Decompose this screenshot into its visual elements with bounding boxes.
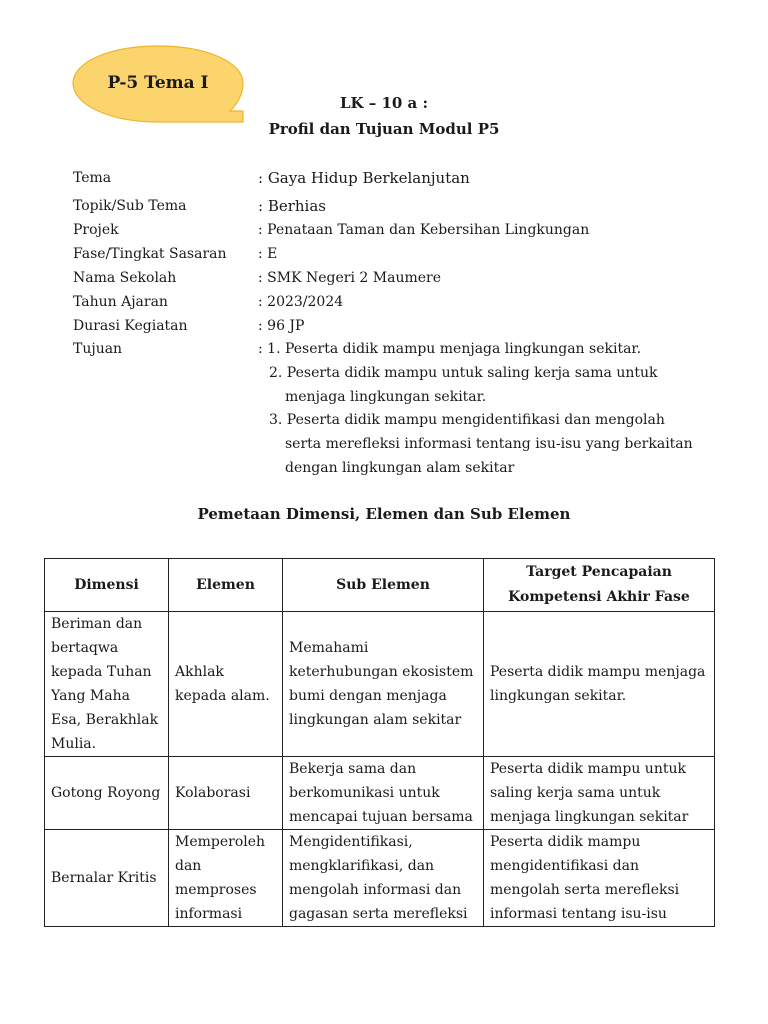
table-header-row (45, 559, 715, 612)
cell-target: Peserta didik mampu untuk saling kerja sama untuk menjaga lingkungan sekitar (484, 757, 715, 830)
goal-2-line-1: 2. Peserta didik mampu untuk saling kerja sama untuk (269, 365, 658, 381)
fase-label: Fase/Tingkat Sasaran (73, 246, 227, 262)
tahun-value: : 2023/2024 (258, 294, 344, 310)
header-dimensi: Dimensi (45, 559, 169, 612)
dimension-mapping-table (44, 558, 715, 927)
goal-3-line-1: 3. Peserta didik mampu mengidentifikasi dan mengolah (269, 412, 665, 428)
worksheet-code: LK – 10 a : (339, 94, 429, 112)
cell-dimensi: Bernalar Kritis (45, 830, 169, 927)
section-title: Pemetaan Dimensi, Elemen dan Sub Elemen (197, 505, 571, 523)
tujuan-label: Tujuan (73, 341, 123, 357)
goal-3-line-2: serta merefleksi informasi tentang isu-isu yang berkaitan (285, 436, 693, 452)
cell-dimensi: Beriman dan bertaqwa kepada Tuhan Yang Maha Esa, Berakhlak Mulia. (45, 612, 169, 757)
theme-badge-label: P-5 Tema I (107, 73, 209, 93)
table-row (45, 757, 715, 830)
topik-label: Topik/Sub Tema (73, 198, 187, 214)
cell-elemen: Akhlak kepada alam. (169, 612, 283, 757)
cell-dimensi: Gotong Royong (45, 757, 169, 830)
table-row (45, 612, 715, 757)
document-title: Profil dan Tujuan Modul P5 (268, 120, 500, 138)
projek-label: Projek (73, 222, 119, 238)
goal-2-line-2: menjaga lingkungan sekitar. (285, 389, 487, 405)
fase-value: : E (258, 246, 278, 262)
tujuan-value: : 1. Peserta didik mampu menjaga lingkungan sekitar. (258, 341, 642, 357)
header-sub-elemen: Sub Elemen (283, 559, 484, 612)
header-elemen: Elemen (169, 559, 283, 612)
sekolah-value: : SMK Negeri 2 Maumere (258, 270, 441, 286)
cell-elemen: Kolaborasi (169, 757, 283, 830)
cell-target: Peserta didik mampu mengidentifikasi dan mengolah serta merefleksi informasi tentang isu-isu (484, 830, 715, 927)
tema-label: Tema (73, 170, 112, 186)
cell-sub-elemen: Bekerja sama dan berkomunikasi untuk mencapai tujuan bersama (283, 757, 484, 830)
cell-sub-elemen: Mengidentifikasi, mengklarifikasi, dan mengolah informasi dan gagasan serta merefleksi (283, 830, 484, 927)
tahun-label: Tahun Ajaran (73, 294, 168, 310)
tema-value: : Gaya Hidup Berkelanjutan (258, 169, 470, 187)
cell-elemen: Memperoleh dan memproses informasi (169, 830, 283, 927)
cell-sub-elemen: Memahami keterhubungan ekosistem bumi dengan menjaga lingkungan alam sekitar (283, 612, 484, 757)
theme-badge (72, 45, 244, 125)
cell-target: Peserta didik mampu menjaga lingkungan sekitar. (484, 612, 715, 757)
topik-value: : Berhias (258, 197, 326, 215)
projek-value: : Penataan Taman dan Kebersihan Lingkungan (258, 222, 590, 238)
sekolah-label: Nama Sekolah (73, 270, 177, 286)
goal-3-line-3: dengan lingkungan alam sekitar (285, 460, 515, 476)
durasi-label: Durasi Kegiatan (73, 318, 188, 334)
header-target: Target Pencapaian Kompetensi Akhir Fase (484, 559, 715, 612)
table-row (45, 830, 715, 927)
durasi-value: : 96 JP (258, 318, 305, 334)
